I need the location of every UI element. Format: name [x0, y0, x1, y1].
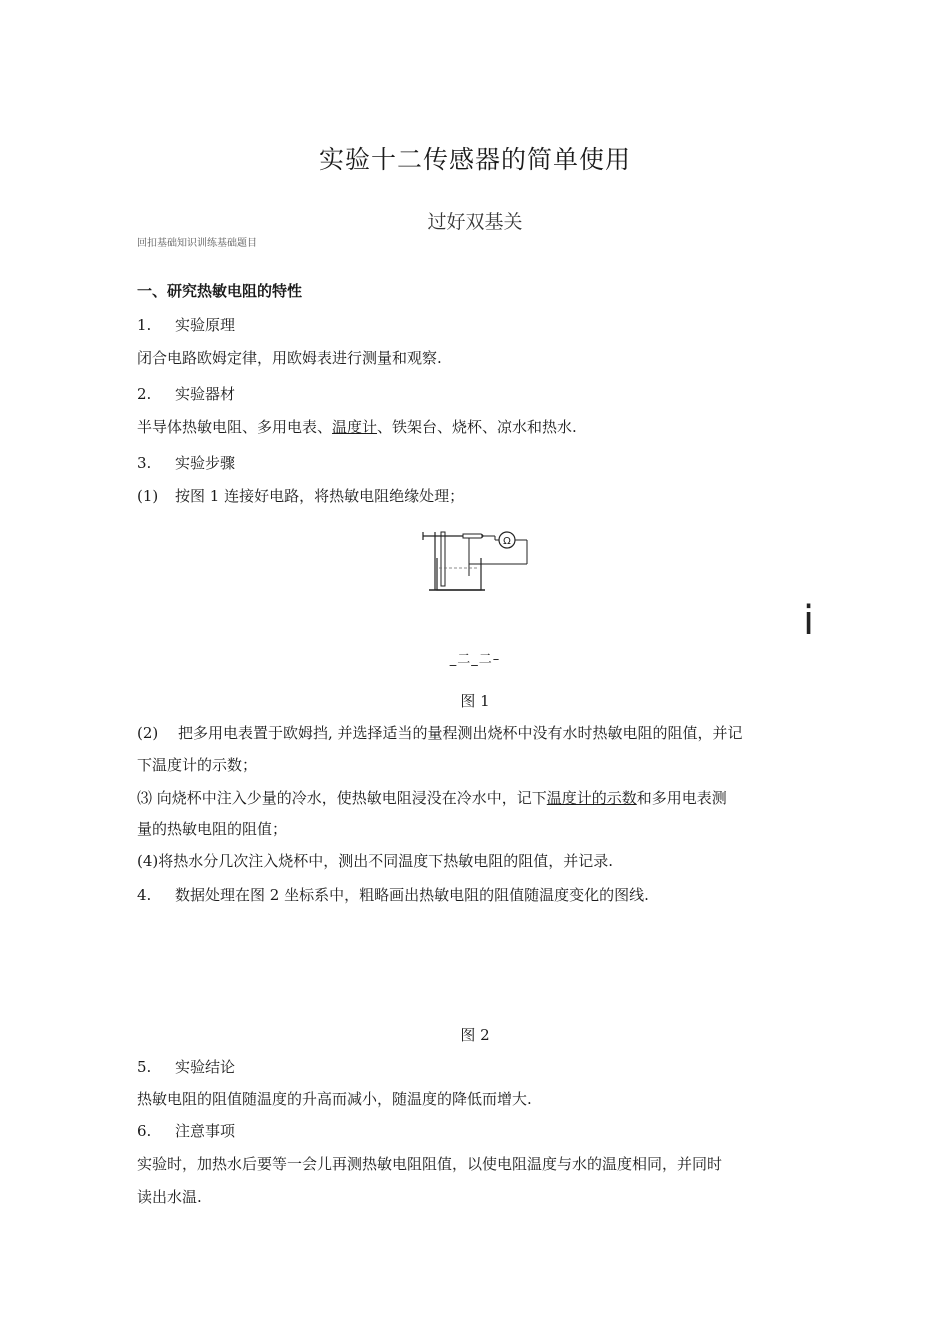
- thermistor-probe: [463, 534, 483, 538]
- materials-part: 、铁架台、烧杯、凉水和热水.: [377, 418, 577, 436]
- item-materials-heading: [137, 383, 235, 404]
- item-label: 注意事项: [175, 1122, 236, 1140]
- materials-text: [137, 416, 577, 437]
- item-label: 数据处理在图 2 坐标系中，粗略画出热敏电阻的阻值随温度变化的图线.: [175, 886, 649, 904]
- item-number: 2.: [137, 385, 152, 403]
- figure1-dash-marks: _二_二–: [449, 652, 501, 667]
- figure2-caption: 图 2: [460, 1026, 490, 1044]
- step3-part: ⑶ 向烧杯中注入少量的冷水，使热敏电阻浸没在冷水中，记下: [137, 789, 547, 807]
- step-2-line1: (2) 把多用电表置于欧姆挡, 并选择适当的量程测出烧杯中没有水时热敏电阻的阻值，并记: [137, 724, 743, 742]
- item-steps-heading: [137, 452, 235, 473]
- item-notes-heading: [137, 1120, 235, 1141]
- section-heading: 一、研究热敏电阻的特性: [137, 282, 303, 300]
- principle-text: 闭合电路欧姆定律，用欧姆表进行测量和观察.: [137, 349, 442, 367]
- circuit-diagram: [419, 528, 531, 592]
- step-number: (1): [137, 487, 159, 505]
- item-label: 实验结论: [175, 1058, 236, 1076]
- item-data-processing: [137, 884, 649, 905]
- tagline: 回扣基础知识训练基础题目: [137, 238, 257, 249]
- item-number: 1.: [137, 316, 152, 334]
- item-principle-heading: [137, 314, 235, 335]
- item-label: 实验原理: [175, 316, 236, 334]
- item-number: 5.: [137, 1058, 152, 1076]
- item-conclusion-heading: [137, 1056, 235, 1077]
- thermometer-reading-term: 温度计的示数: [546, 789, 637, 807]
- text-cursor-glyph: i: [803, 598, 815, 644]
- notes-line2: 读出水温.: [137, 1188, 202, 1206]
- step-4: (4)将热水分几次注入烧杯中，测出不同温度下热敏电阻的阻值，并记录.: [137, 852, 614, 870]
- step3-part: 和多用电表测: [636, 789, 727, 807]
- item-label: 实验步骤: [175, 454, 236, 472]
- conclusion-text: 热敏电阻的阻值随温度的升高而减小，随温度的降低而增大.: [137, 1090, 532, 1108]
- thermometer-term: 温度计: [332, 418, 378, 436]
- thermometer-icon: [441, 532, 445, 586]
- item-label: 实验器材: [175, 385, 236, 403]
- step-3-line2: 量的热敏电阻的阻值；: [137, 820, 288, 838]
- page-title: 实验十二传感器的简单使用: [318, 145, 631, 174]
- notes-line1: 实验时，加热水后要等一会儿再测热敏电阻阻值，以使电阻温度与水的温度相同，并同时: [137, 1155, 723, 1173]
- beaker-icon: [437, 558, 481, 590]
- figure1-caption: 图 1: [460, 692, 490, 710]
- step-1: [137, 485, 464, 506]
- item-number: 6.: [137, 1122, 152, 1140]
- step-3-line1: [137, 787, 727, 808]
- item-number: 4.: [137, 886, 152, 904]
- ohmmeter-symbol: Ω: [503, 536, 511, 547]
- materials-part: 半导体热敏电阻、多用电表、: [137, 418, 333, 436]
- step-2-line2: 下温度计的示数；: [137, 756, 258, 774]
- item-number: 3.: [137, 454, 152, 472]
- page-subtitle: 过好双基关: [427, 211, 523, 233]
- step-text: 按图 1 连接好电路，将热敏电阻绝缘处理；: [175, 487, 465, 505]
